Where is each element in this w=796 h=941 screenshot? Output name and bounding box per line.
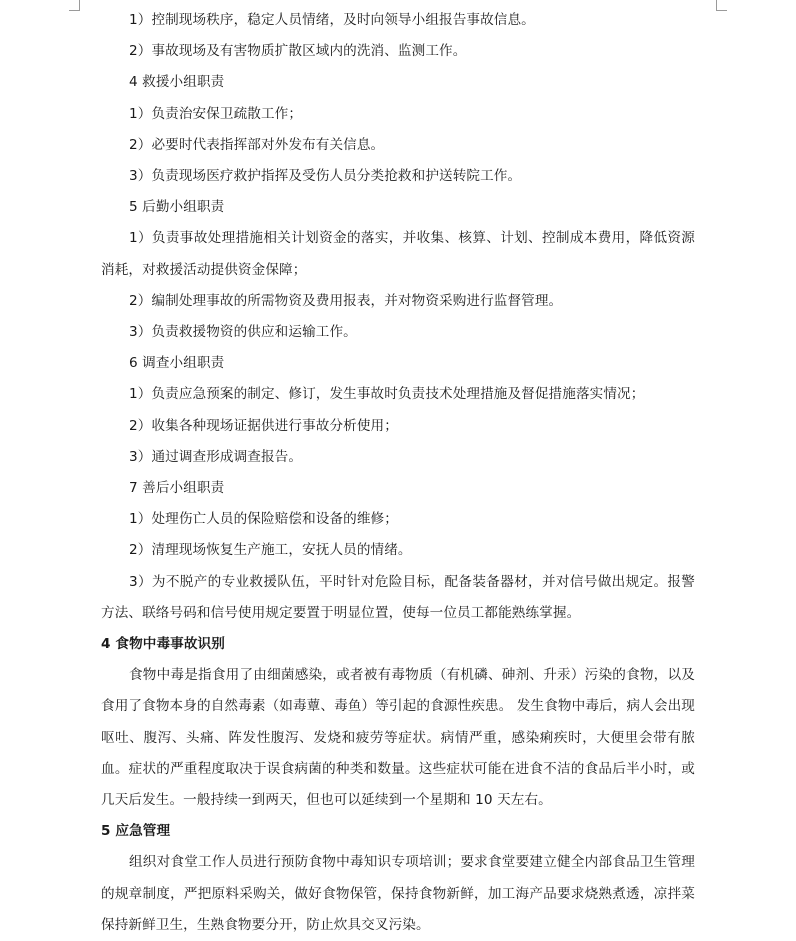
margin-corner-mark-left — [69, 0, 80, 11]
subsection-heading: 7 善后小组职责 — [129, 480, 225, 497]
subsection-heading: 5 后勤小组职责 — [129, 199, 225, 216]
paragraph-item: 1）负责事故处理措施相关计划资金的落实，并收集、核算、计划、控制成本费用，降低资源消耗，对救援活动提供资金保障； — [101, 230, 695, 278]
paragraph-body: 食物中毒是指食用了由细菌感染，或者被有毒物质（有机磷、砷剂、升汞）污染的食物，以及食用了食物本身的自然毒素（如毒蕈、毒鱼）等引起的食源性疾患。 发生食物中毒后，病人会出现呕吐、腹泻、头痛、阵发性腹泻、发烧和疲劳等症状。病情严重，感染痢疾时，大便里会带有脓血。症状的严重程度取决于误食病菌的种类和数量。这些症状可能在进食不洁的食品后半小时，或几天后发生。一般持续一到两天，但也可以延续到一个星期和 10 天左右。 — [101, 667, 695, 809]
section-heading: 5 应急管理 — [101, 823, 171, 840]
paragraph-body: 组织对食堂工作人员进行预防食物中毒知识专项培训；要求食堂要建立健全内部食品卫生管理的规章制度，严把原料采购关，做好食物保管，保持食物新鲜，加工海产品要求烧熟煮透，凉拌菜保持新鲜卫生，生熟食物要分开，防止炊具交叉污染。 — [101, 854, 695, 933]
paragraph-item: 3）负责现场医疗救护指挥及受伤人员分类抢救和护送转院工作。 — [129, 168, 522, 185]
paragraph-item: 2）必要时代表指挥部对外发布有关信息。 — [129, 136, 385, 153]
section-heading: 4 食物中毒事故识别 — [101, 636, 225, 653]
subsection-heading: 6 调查小组职责 — [129, 355, 225, 372]
paragraph-item: 2）收集各种现场证据供进行事故分析使用； — [129, 417, 398, 434]
paragraph-item: 1）负责治安保卫疏散工作； — [129, 105, 303, 122]
paragraph-item: 3）为不脱产的专业救援队伍，平时针对危险目标，配备装备器材，并对信号做出规定。报警方法、联络号码和信号使用规定要置于明显位置，使每一位员工都能熟练掌握。 — [101, 573, 695, 621]
paragraph-item: 2）清理现场恢复生产施工，安抚人员的情绪。 — [129, 542, 412, 559]
paragraph-item: 1）控制现场秩序，稳定人员情绪，及时向领导小组报告事故信息。 — [129, 12, 535, 28]
paragraph-item: 1）负责应急预案的制定、修订，发生事故时负责技术处理措施及督促措施落实情况； — [129, 386, 645, 403]
paragraph-item: 2）事故现场及有害物质扩散区域内的洗消、监测工作。 — [129, 43, 467, 60]
paragraph-item: 2）编制处理事故的所需物资及费用报表，并对物资采购进行监督管理。 — [129, 292, 563, 309]
margin-corner-mark-right — [716, 0, 727, 11]
paragraph-item: 3）负责救援物资的供应和运输工作。 — [129, 324, 357, 341]
document-body — [101, 5, 695, 941]
paragraph-item: 3）通过调查形成调查报告。 — [129, 448, 303, 465]
subsection-heading: 4 救援小组职责 — [129, 74, 225, 91]
paragraph-item: 1）处理伤亡人员的保险赔偿和设备的维修； — [129, 511, 398, 528]
